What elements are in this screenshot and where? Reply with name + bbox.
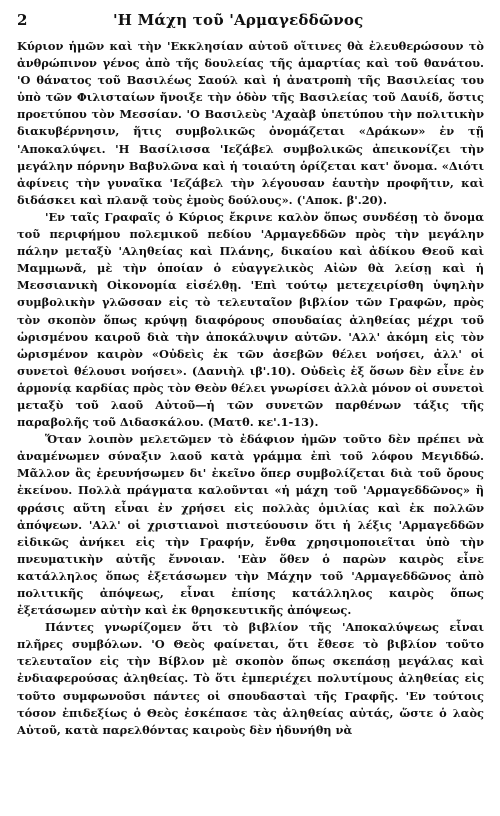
page-number: 2 (17, 11, 28, 29)
page-header (17, 10, 484, 38)
paragraph-2: 'Εν ταῖς Γραφαῖς ὁ Κύριος ἔκρινε καλὸν ὅπως συνδέσῃ τὸ ὄνομα τοῦ περιφήμου πολεμικοῦ πεδίου 'Αρμαγεδδῶν πρὸς τὴν μεγάλην πάλην μεταξὺ 'Αληθείας καὶ Πλάνης, δικαίου καὶ ἀδίκου Θεοῦ καὶ Μαμμωνᾶ, μὲ τὴν ὁποίαν ὁ εὐαγγελικὸς Αἰὼν θὰ λείσῃ καὶ ἡ Μεσσιανικὴ Οἰκονομία εἰσέλθῃ. 'Επὶ τούτῳ μετεχειρίσθη ὑψηλὴν συμβολικὴν γλῶσσαν εἰς τὸ τελευταῖον βιβλίον τῶν Γραφῶν, πρὸς τὸν σκοπὸν ὅπως κρύψῃ διαφόρους σπουδαίας ἀληθείας μέχρι τοῦ ὡρισμένου καιροῦ διὰ τὴν ἀποκάλυψιν αὐτῶν. 'Αλλ' ἀκόμη εἰς τὸν ὡρισμένον καιρὸν «Οὐδεὶς ἐκ τῶν ἀσεβῶν θέλει νοήσει, ἀλλ' οἱ συνετοὶ θέλουσι νοήσει». (Δανιὴλ ιβ'.10). Οὐδεὶς ἐξ ὅσων δὲν εἶνε ἐν ἁρμονίᾳ καρδίας πρὸς τὸν Θεὸν θέλει γνωρίσει ἀλλὰ μόνον οἱ συνετοὶ μεταξὺ τοῦ λαοῦ Αὐτοῦ—ἡ τῶν συνετῶν παρθένων τάξις τῆς παραβολῆς τοῦ Διδασκάλου. (Ματθ. κε'.1-13). (17, 209, 484, 430)
body-text (17, 38, 484, 739)
paragraph-1: Κύριον ἡμῶν καὶ τὴν 'Εκκλησίαν αὐτοῦ οἵτινες θὰ ἐλευθερώσουν τὸ ἀνθρώπινον γένος ἀπὸ τῆς δουλείας τῆς ἁμαρτίας καὶ τοῦ θανάτου. 'Ο θάνατος τοῦ Βασιλέως Σαούλ καὶ ἡ ἀνατροπὴ τῆς Βασιλείας του ὑπὸ τῶν Φιλισταίων ἤνοιξε τὴν ὁδὸν τῆς Βασιλείας τοῦ Δαυίδ, ὅστις προετύπου τὸν Μεσσίαν. 'Ο Βασιλεὺς 'Αχαὰβ ὑπετύπου τὴν πολιτικὴν διακυβέρνησιν, ἥτις συμβολικῶς ὀνομάζεται «Δράκων» ἐν τῇ 'Αποκαλύψει. 'Η Βασίλισσα 'Ιεζάβελ συμβολικῶς ἀπεικονίζει τὴν μεγάλην πόρνην Βαβυλῶνα καὶ ἡ τοιαύτη ὁρίζεται κατ' ὄνομα. «Διότι ἀφίνεις τὴν γυναῖκα 'Ιεζάβελ τὴν λέγουσαν ἑαυτὴν προφῆτιν, καὶ διδάσκει καὶ πλανᾷ τοὺς ἐμοὺς δούλους». ('Αποκ. β'.20). (17, 39, 484, 207)
running-title: 'Η Μάχη τοῦ 'Αρμαγεδδῶνος (113, 11, 364, 29)
paragraph-4: Πάντες γνωρίζομεν ὅτι τὸ βιβλίον τῆς 'Αποκαλύψεως εἶναι πλῆρες συμβόλων. 'Ο Θεὸς φαίνεται, ὅτι ἔθεσε τὸ βιβλίον τοῦτο τελευταῖον εἰς τὴν Βίβλον μὲ σκοπὸν ὅπως σκεπάσῃ μεγάλας καὶ ἐνδιαφερούσας ἀληθείας. Τὸ ὅτι ἐμπεριέχει πολυτίμους ἀληθείας εἰς τοῦτο συμφωνοῦσι πάντες οἱ σπουδασταὶ τῆς Γραφῆς. 'Εν τούτοις τόσον ἐπιδεξίως ὁ Θεὸς ἐσκέπασε τὰς ἀληθείας αὐτάς, ὥστε ὁ λαὸς Αὐτοῦ, κατὰ παρελθόντας καιροὺς δὲν ἠδυνήθη νὰ (17, 620, 484, 737)
paragraph-3: Ὅταν λοιπὸν μελετῶμεν τὸ ἐδάφιον ἡμῶν τοῦτο δὲν πρέπει νὰ ἀναμένωμεν σύναξιν λαοῦ κατὰ γράμμα ἐπὶ τοῦ λόφου Μεγιδδώ. Μᾶλλον ἂς ἐρευνήσωμεν δι' ἐκεῖνο ὅπερ συμβολίζεται διὰ τοῦ ὄρους ἐκείνου. Πολλὰ πράγματα καλοῦνται «ἡ μάχη τοῦ 'Αρμαγεδδῶνος» ἢ φράσις αὕτη εἶναι ἐν χρήσει εἰς πολλὰς ὁμιλίας καὶ ἐκ πολλῶν ἀπόψεων. 'Αλλ' οἱ χριστιανοὶ πιστεύουσιν ὅτι ἡ λέξις 'Αρμαγεδδῶν εἰδικῶς ἀνήκει εἰς τὴν Γραφήν, ἔνθα χρησιμοποιεῖται ὑπὸ τὴν πνευματικὴν αὐτῆς ἔννοιαν. 'Εὰν ὅθεν ὁ παρὼν καιρὸς εἶνε κατάλληλος ὅπως ἐξετάσωμεν τὴν Μάχην τοῦ 'Αρμαγεδδῶνος ἀπὸ πολιτικῆς ἀπόψεως, εἶναι ἐπίσης κατάλληλος καιρὸς ὅπως ἐξετάσωμεν αὐτὴν καὶ ἐκ θρησκευτικῆς ἀπόψεως. (17, 432, 484, 618)
